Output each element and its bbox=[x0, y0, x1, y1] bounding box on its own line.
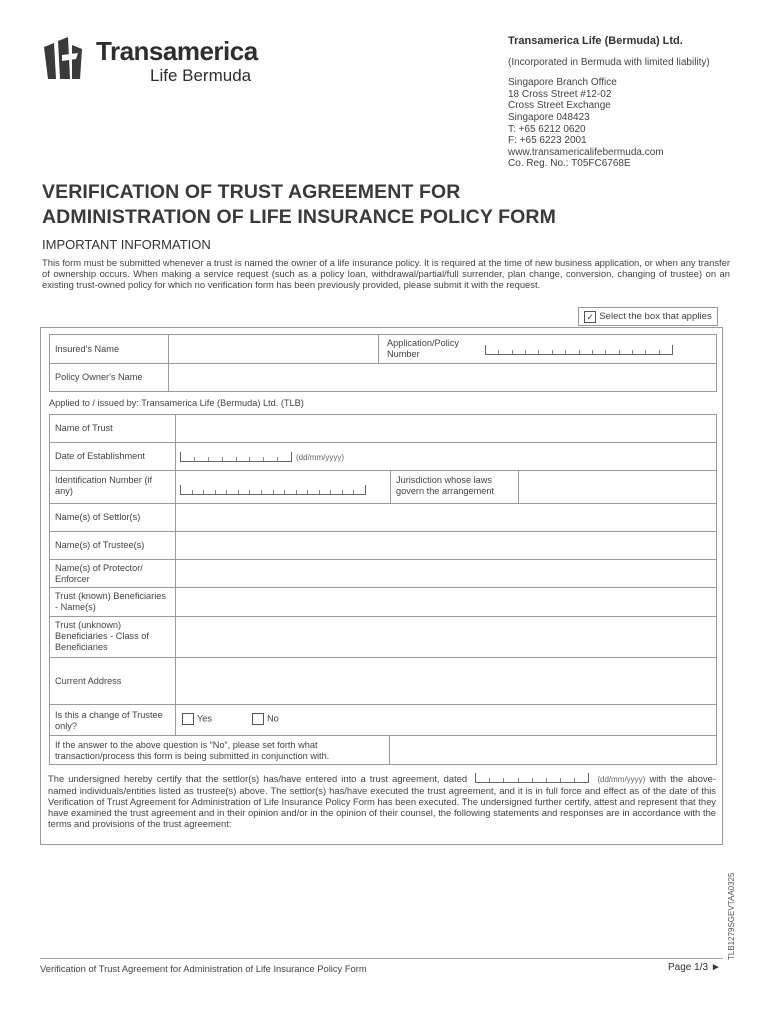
page-number: Page 1/3 ► bbox=[668, 962, 721, 973]
app-policy-number-label: Application/Policy Number bbox=[387, 338, 460, 359]
footer-divider bbox=[40, 958, 723, 959]
address-line: Singapore 048423 bbox=[508, 111, 590, 123]
certification-text bbox=[48, 773, 716, 829]
logo-brand-text: Transamerica bbox=[96, 36, 258, 66]
yes-label: Yes bbox=[197, 713, 212, 724]
trust-agreement-date-field[interactable] bbox=[475, 773, 589, 783]
certification-date-hint: (dd/mm/yyyy) bbox=[597, 775, 646, 784]
if-no-label: If the answer to the above question is “No”, please set forth what transaction/process this form is being submitted in conjunction with. bbox=[49, 735, 390, 765]
app-policy-number-field[interactable] bbox=[485, 345, 673, 355]
date-of-establishment-field[interactable] bbox=[180, 452, 292, 462]
important-text: This form must be submitted whenever a trust is named the owner of a life insurance policy. It is required at the time of new business application, or when any transfer of ownership occurs. When making a service request (such as a policy loan, withdrawal/partial/full surrender, plan change, conversion, changing of trustee) on an existing trust-owned policy for which no verification form has been previously provided, please submit it with the request. bbox=[42, 257, 730, 290]
date-of-establishment-label: Date of Establishment bbox=[49, 442, 176, 471]
trustees-field[interactable] bbox=[175, 531, 717, 560]
no-checkbox[interactable] bbox=[252, 713, 264, 725]
date-format-hint: (dd/mm/yyyy) bbox=[296, 453, 344, 462]
known-beneficiaries-field[interactable] bbox=[175, 587, 717, 617]
current-address-label: Current Address bbox=[49, 657, 176, 705]
address-line: Cross Street Exchange bbox=[508, 100, 611, 112]
title-line-1: VERIFICATION OF TRUST AGREEMENT FOR bbox=[42, 181, 461, 203]
form-title bbox=[42, 180, 556, 230]
jurisdiction-field[interactable] bbox=[518, 470, 717, 504]
certification-part-1: The undersigned hereby certify that the settlor(s) has/have entered into a trust agreement, dated bbox=[48, 773, 468, 784]
transamerica-logo-icon bbox=[42, 35, 90, 83]
jurisdiction-label: Jurisdiction whose laws govern the arrangement bbox=[390, 470, 519, 504]
name-of-trust-label: Name of Trust bbox=[49, 414, 176, 443]
address-line: Singapore Branch Office bbox=[508, 77, 617, 89]
policy-owner-name-label: Policy Owner's Name bbox=[49, 363, 169, 392]
policy-owner-name-field[interactable] bbox=[168, 363, 717, 392]
app-policy-number-cell bbox=[378, 334, 717, 364]
certification-part-2: with the above-named individuals/entities listed as trustee(s) above. The settlor(s) has/have executed the trust agreement, and it is in full force and effect as of the date of this Verification of Trust Agreement for Administration of Life Insurance Policy Form has been executed. The undersigned further certify, attest and represent that they have examined the trust agreement and in their opinion and/or in the opinion of their counsel, the following statements and responses are in accordance with the terms and provisions of the trust agreement: bbox=[48, 773, 717, 829]
phone: T: +65 6212 0620 bbox=[508, 123, 586, 135]
change-of-trustee-label: Is this a change of Trustee only? bbox=[49, 704, 176, 736]
form-code: TLB1279SGEVTAA0325 bbox=[727, 872, 736, 960]
website: www.transamericalifebermuda.com bbox=[508, 146, 664, 158]
insured-name-field[interactable] bbox=[168, 334, 379, 364]
important-heading: IMPORTANT INFORMATION bbox=[42, 237, 211, 252]
if-no-field[interactable] bbox=[389, 735, 717, 765]
applied-to-text: Applied to / issued by: Transamerica Life (Bermuda) Ltd. (TLB) bbox=[49, 398, 304, 408]
no-label: No bbox=[267, 713, 279, 724]
trustees-label: Name(s) of Trustee(s) bbox=[49, 531, 176, 560]
insured-name-label: Insured's Name bbox=[49, 334, 169, 364]
known-beneficiaries-label: Trust (known) Beneficiaries - Name(s) bbox=[49, 587, 176, 617]
company-name: Transamerica Life (Bermuda) Ltd. bbox=[508, 35, 683, 47]
date-of-establishment-cell bbox=[175, 442, 717, 471]
footer-form-name: Verification of Trust Agreement for Administration of Life Insurance Policy Form bbox=[40, 963, 367, 974]
title-line-2: ADMINISTRATION OF LIFE INSURANCE POLICY FORM bbox=[42, 206, 556, 228]
no-option[interactable] bbox=[252, 713, 279, 725]
current-address-field[interactable] bbox=[175, 657, 717, 705]
checked-box-icon: ✓ bbox=[584, 311, 596, 323]
unknown-beneficiaries-field[interactable] bbox=[175, 616, 717, 658]
trust-form bbox=[40, 327, 723, 845]
name-of-trust-field[interactable] bbox=[175, 414, 717, 443]
fax: F: +65 6223 2001 bbox=[508, 135, 587, 147]
settlors-field[interactable] bbox=[175, 503, 717, 532]
identification-number-label: Identification Number (if any) bbox=[49, 470, 176, 504]
protector-label: Name(s) of Protector/ Enforcer bbox=[49, 559, 176, 588]
identification-number-cell bbox=[175, 470, 391, 504]
company-reg-number: Co. Reg. No.: T05FC6768E bbox=[508, 158, 631, 170]
address-line: 18 Cross Street #12-02 bbox=[508, 88, 612, 100]
select-box-hint-text: Select the box that applies bbox=[599, 311, 712, 322]
yes-checkbox[interactable] bbox=[182, 713, 194, 725]
company-incorporation: (Incorporated in Bermuda with limited liability) bbox=[508, 56, 710, 68]
yes-option[interactable] bbox=[182, 713, 212, 725]
protector-field[interactable] bbox=[175, 559, 717, 588]
select-box-hint bbox=[578, 307, 718, 326]
logo-sub-text: Life Bermuda bbox=[150, 66, 252, 85]
identification-number-field[interactable] bbox=[180, 485, 366, 495]
company-info bbox=[508, 36, 748, 170]
unknown-beneficiaries-label: Trust (unknown) Beneficiaries - Class of Beneficiaries bbox=[49, 616, 176, 658]
change-of-trustee-options bbox=[175, 704, 717, 736]
settlors-label: Name(s) of Settlor(s) bbox=[49, 503, 176, 532]
